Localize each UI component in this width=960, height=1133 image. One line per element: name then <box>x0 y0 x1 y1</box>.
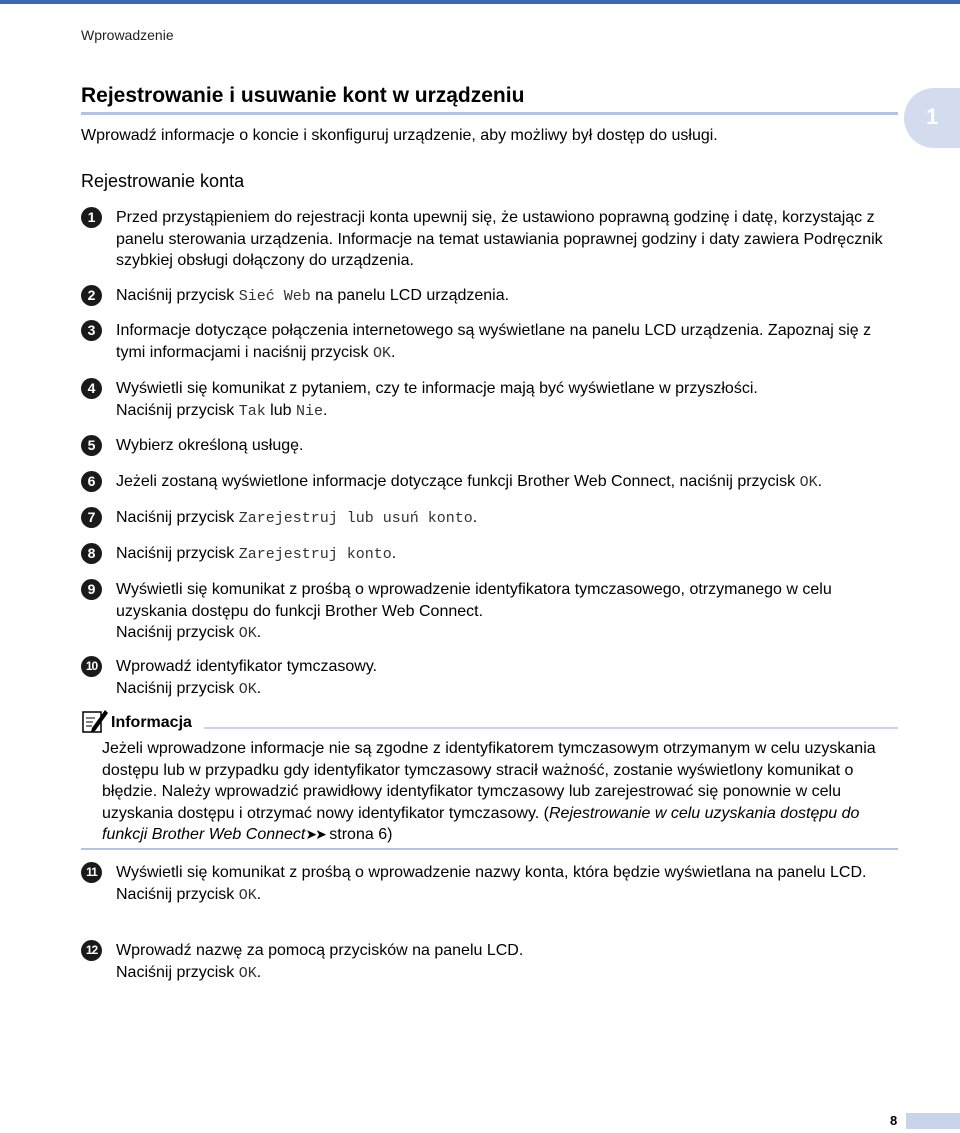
lcd-button-name: OK <box>238 625 257 642</box>
lcd-button-name: OK <box>238 964 257 982</box>
step-text-part: na panelu LCD urządzenia. <box>310 287 510 304</box>
subsection-title: Rejestrowanie konta <box>81 171 245 191</box>
step-text <box>116 656 377 700</box>
step-text-part: Naciśnij przycisk <box>116 624 239 641</box>
step-text-part: Naciśnij przycisk <box>116 885 239 903</box>
section-title: Rejestrowanie i usuwanie kont w urządzeniu <box>81 84 525 107</box>
step-number: 9 <box>81 579 102 600</box>
lcd-button-name: Sieć Web <box>238 288 311 305</box>
page-number: 8 <box>890 1113 898 1128</box>
step-text-part: . <box>390 343 396 361</box>
chapter-tab <box>904 88 960 148</box>
step-text-part: Wyświetli się komunikat z prośbą o wprowadzenie identyfikatora tymczasowego, otrzymanego w celu uzyskania dostępu do funkcji Brother Web Connect. <box>116 581 832 620</box>
step-8 <box>81 543 896 566</box>
step-text <box>116 285 509 308</box>
step-number: 10 <box>81 656 102 677</box>
step-text: Wybierz określoną usługę. <box>116 437 304 454</box>
step-number: 1 <box>81 207 102 228</box>
step-text-part: Wyświetli się komunikat z pytaniem, czy te informacje mają być wyświetlane w przyszłości. <box>116 380 758 397</box>
step-number: 4 <box>81 378 102 399</box>
step-text-part: Naciśnij przycisk <box>116 287 239 304</box>
step-text-part: . <box>256 963 262 981</box>
step-number: 7 <box>81 507 102 528</box>
step-text-part: . <box>256 624 262 641</box>
step-11 <box>81 862 896 906</box>
step-number: 11 <box>81 862 102 883</box>
step-text-part: . <box>256 679 262 697</box>
step-text <box>116 320 896 364</box>
note-text: Jeżeli wprowadzone informacje nie są zgodne z identyfikatorem tymczasowym otrzymanym w celu uzyskania dostępu lub w przypadku gdy identyfikator tymczasowy stracił ważność, zostanie wyświetlony komunikat o błędzie. Należy wprowadzić prawidłowy identyfikator tymczasowy lub zarejestrować się ponownie w celu uzyskania dostępu i otrzymać nowy identyfikator tymczasowy. ( <box>102 740 876 822</box>
note-rule <box>204 727 898 729</box>
step-text <box>116 507 477 530</box>
step-text-part: Wprowadź nazwę za pomocą przycisków na panelu LCD. <box>116 942 524 959</box>
step-12 <box>81 940 896 984</box>
step-text <box>116 579 896 645</box>
step-text: Przed przystąpieniem do rejestracji konta upewnij się, że ustawiono poprawną godzinę i datę, korzystając z panelu sterowania urządzenia. Informacje na temat ustawiania poprawnej godziny i daty zawiera Podręcznik szybkiej obsługi dołączony do urządzenia. <box>116 209 883 269</box>
step-number: 2 <box>81 285 102 306</box>
step-text-part: Informacje dotyczące połączenia internetowego są wyświetlane na panelu LCD urządzenia. Zapoznaj się z tymi informacjami i naciśnij przycisk <box>116 322 872 361</box>
title-rule <box>81 112 898 115</box>
step-text <box>116 543 396 566</box>
step-text <box>116 862 866 906</box>
lcd-button-name: OK <box>372 344 391 362</box>
lcd-button-name: Zarejestruj lub usuń konto <box>238 510 473 527</box>
step-text-part: Naciśnij przycisk <box>116 963 239 981</box>
step-text-part: . <box>322 401 328 419</box>
step-number: 8 <box>81 543 102 564</box>
step-6 <box>81 471 896 494</box>
lcd-button-name: OK <box>238 680 257 698</box>
note-pencil-icon <box>81 706 109 734</box>
step-3 <box>81 320 896 364</box>
lcd-button-name: Zarejestruj konto <box>238 546 392 563</box>
step-text-part: . <box>256 885 262 903</box>
note-body <box>102 738 898 846</box>
page-number-bar <box>906 1113 960 1129</box>
step-text <box>116 471 822 494</box>
step-4 <box>81 378 896 422</box>
note-rule-bottom <box>81 848 898 850</box>
section-intro: Wprowadź informacje o koncie i skonfiguruj urządzenie, aby możliwy był dostęp do usługi. <box>81 127 718 144</box>
step-text-part: . <box>391 545 397 562</box>
step-5 <box>81 435 896 457</box>
lcd-button-name: Tak <box>238 402 266 420</box>
step-text-part: Naciśnij przycisk <box>116 679 239 697</box>
step-text-part: Naciśnij przycisk <box>116 509 239 526</box>
step-text-part: Wyświetli się komunikat z prośbą o wprowadzenie nazwy konta, która będzie wyświetlana na panelu LCD. <box>116 864 867 881</box>
note-title: Informacja <box>111 714 192 731</box>
step-9 <box>81 579 896 645</box>
step-number: 12 <box>81 940 102 961</box>
lcd-button-name: Nie <box>295 402 323 420</box>
lcd-button-name: OK <box>799 474 818 491</box>
step-number: 3 <box>81 320 102 341</box>
double-arrow-icon: ➤➤ <box>305 826 325 842</box>
step-text-part: lub <box>265 401 296 419</box>
step-text-part: . <box>472 509 478 526</box>
step-text-part: Naciśnij przycisk <box>116 401 239 419</box>
chapter-number: 1 <box>926 104 939 129</box>
step-number: 5 <box>81 435 102 456</box>
note-page-reference: strona 6) <box>324 826 393 843</box>
step-text <box>116 940 523 984</box>
step-text <box>116 378 758 422</box>
top-rule <box>0 0 960 4</box>
step-text-part: Wprowadź identyfikator tymczasowy. <box>116 658 378 675</box>
note-cross-reference[interactable]: Rejestrowanie w celu uzyskania dostępu do funkcji Brother Web Connect <box>102 804 860 843</box>
running-header: Wprowadzenie <box>81 27 174 43</box>
step-text-part: Naciśnij przycisk <box>116 545 239 562</box>
step-text-part: Jeżeli zostaną wyświetlone informacje dotyczące funkcji Brother Web Connect, naciśnij przycisk <box>116 473 800 490</box>
lcd-button-name: OK <box>238 886 257 904</box>
step-10 <box>81 656 896 700</box>
step-text-part: . <box>817 473 823 490</box>
step-7 <box>81 507 896 530</box>
step-1 <box>81 207 896 272</box>
step-number: 6 <box>81 471 102 492</box>
step-2 <box>81 285 896 308</box>
